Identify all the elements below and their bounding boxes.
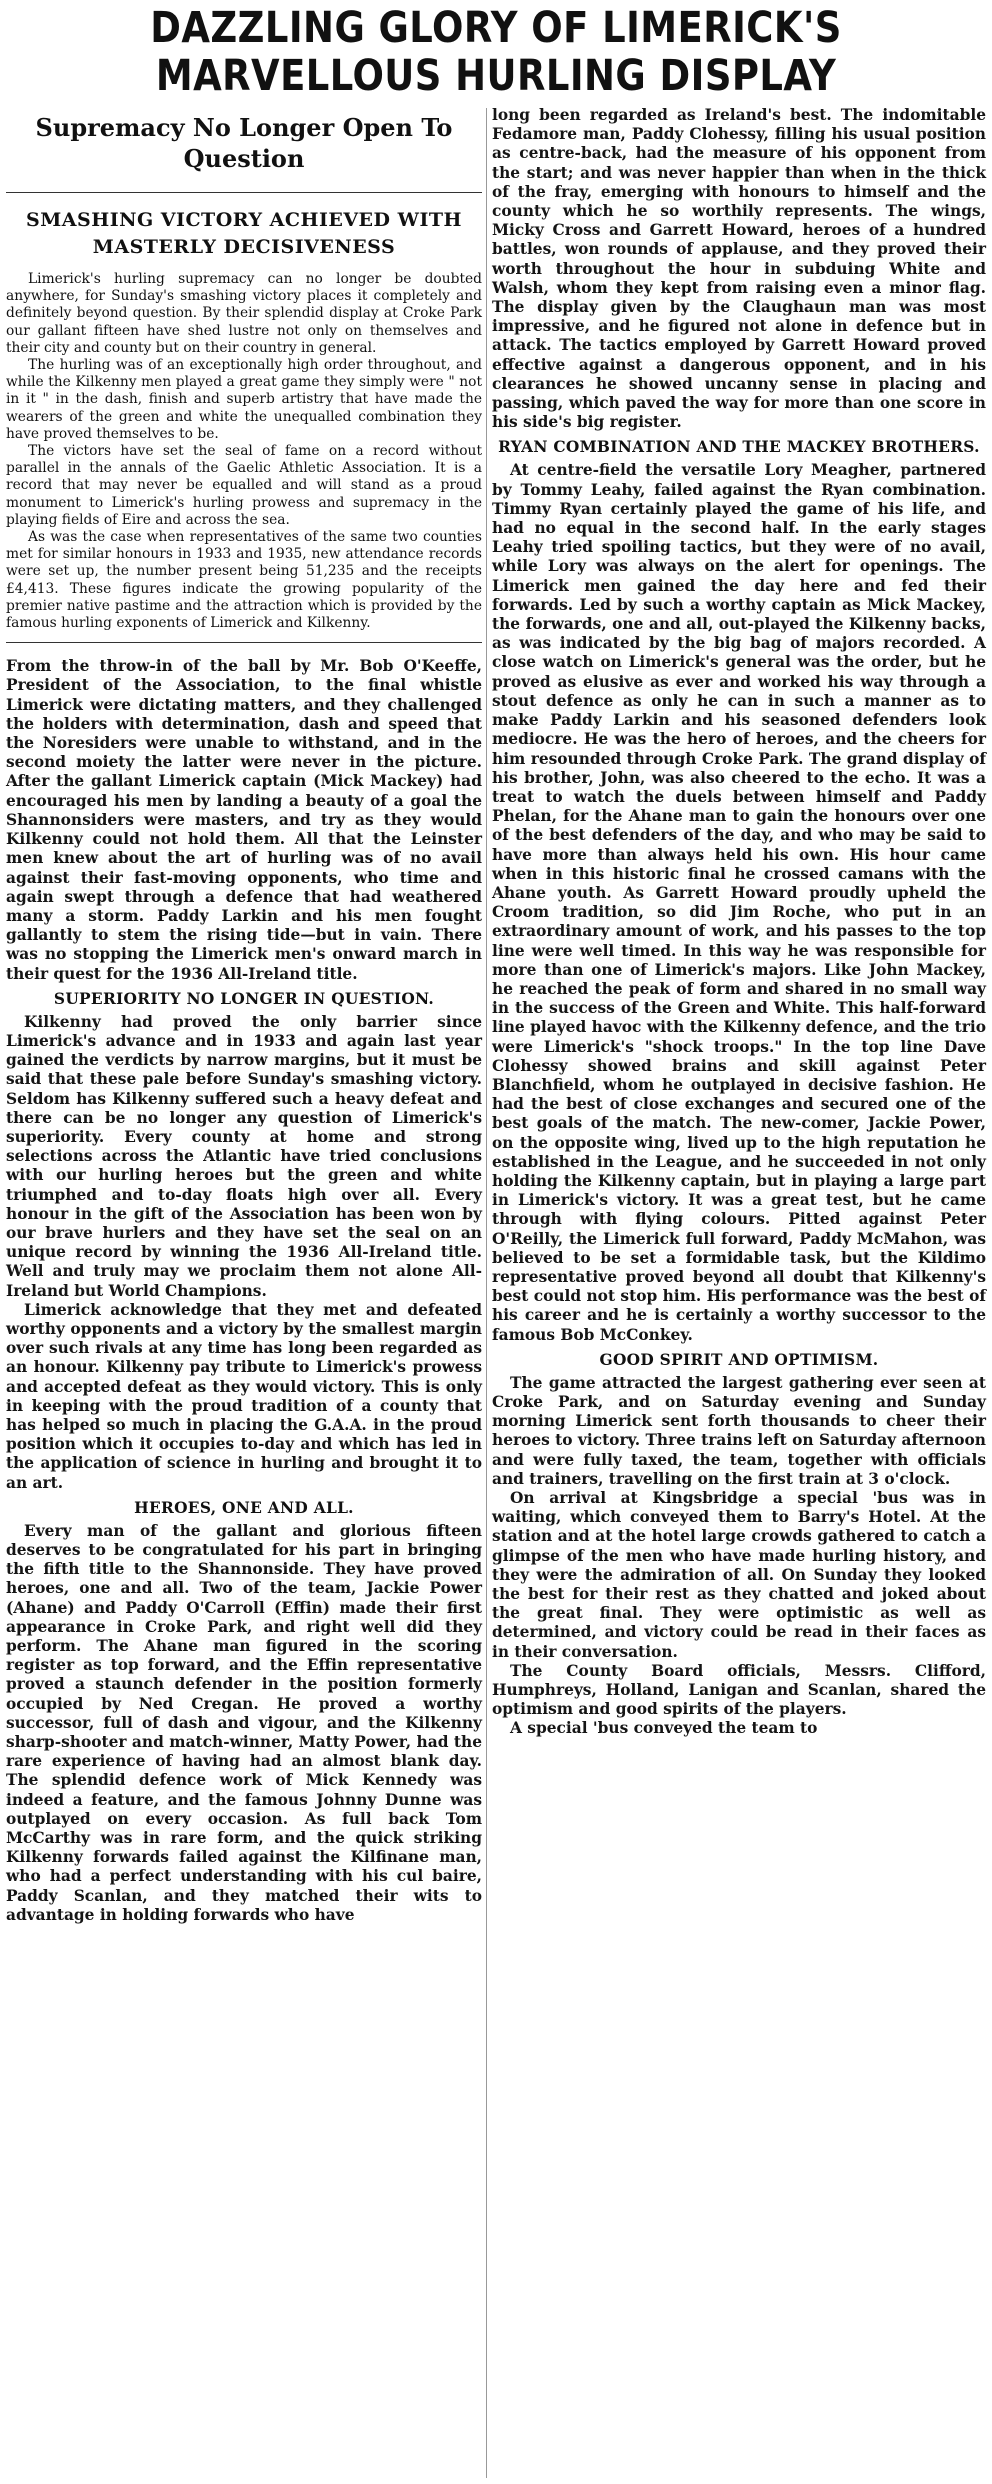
intro-paragraph: Limerick's hurling supremacy can no longer be doubted anywhere, for Sunday's smashing victory places it completely and definitely beyond question. By their splendid display at Croke Park our gallant fifteen have shed lustre not only on themselves and their city and county but on their country in general.	[6, 271, 482, 356]
column-divider	[486, 108, 487, 2478]
right-column	[492, 106, 986, 1739]
intro-summary	[6, 271, 482, 643]
article-paragraph: Kilkenny had proved the only barrier since Limerick's advance and in 1933 and again last year gained the verdicts by narrow margins, but it must be said that these pale before Sunday's smashing victory. Seldom has Kilkenny suffered such a heavy defeat and there can be no longer any question of Limerick's superiority. Every county at home and strong selections across the Atlantic have tried conclusions with our hurling heroes but the green and white triumphed and to-day floats high over all. Every honour in the gift of the Association has been won by our brave hurlers and they have set the seal on an unique record by winning the 1936 All-Ireland title. Well and truly may we proclaim them not alone All-Ireland but World Champions.	[6, 1012, 482, 1300]
section-heading-good-spirit: GOOD SPIRIT AND OPTIMISM.	[599, 1350, 879, 1369]
article-paragraph: The County Board officials, Messrs. Clifford, Humphreys, Holland, Lanigan and Scanlan, shared the optimism and good spirits of the players.	[492, 1661, 986, 1719]
intro-paragraph: The hurling was of an exceptionally high order throughout, and while the Kilkenny men played a great game they simply were " not in it " in the dash, finish and superb artistry that have made the wearers of the green and white the unequalled combination they have proved themselves to be.	[6, 357, 482, 442]
article-paragraph: The game attracted the largest gathering ever seen at Croke Park, and on Saturday evening and Sunday morning Limerick sent forth thousands to cheer their heroes to victory. Three trains left on Saturday afternoon and were fully taxed, the team, together with officials and trainers, travelling on the first train at 3 o'clock.	[492, 1373, 986, 1488]
secondary-subheadline: SMASHING VICTORY ACHIEVED WITH MASTERLY DECISIVENESS	[26, 209, 462, 258]
article-paragraph: On arrival at Kingsbridge a special 'bus was in waiting, which conveyed them to Barry's Hotel. At the station and at the hotel large crowds gathered to catch a glimpse of the men who have made hurling history, and they were the admiration of all. On Sunday they looked the best for their rest as they chatted and joked about the great final. They were optimistic as well as determined, and victory could be read in their faces as in their conversation.	[492, 1489, 986, 1661]
headline-line-1: DAZZLING GLORY OF LIMERICK'S	[150, 3, 842, 53]
article-paragraph: A special 'bus conveyed the team to	[510, 1719, 818, 1738]
article-paragraph: long been regarded as Ireland's best. The indomitable Fedamore man, Paddy Clohessy, filling his usual position as centre-back, had the measure of his opponent from the start; and was never happier than when in the thick of the fray, emerging with honours to himself and the county which he so worthily represents. The wings, Micky Cross and Garrett Howard, heroes of a hundred battles, won rounds of applause, and they proved their worth throughout the hour in subduing White and Walsh, whom they kept from raising even a minor flag. The display given by the Claughaun man was most impressive, and he figured not alone in defence but in attack. The tactics employed by Garrett Howard proved effective against a dangerous opponent, and in his clearances he showed uncanny sense in placing and passing, which paved the way for more than one score in his side's big register.	[492, 106, 986, 432]
subheadline: Supremacy No Longer Open To Question	[6, 112, 482, 193]
intro-paragraph: As was the case when representatives of the same two counties met for similar honours in 1933 and 1935, new attendance records were set up, the number present being 51,235 and the receipts £4,413. These figures indicate the growing popularity of the premier native pastime and the attraction which is provided by the famous hurling exponents of Limerick and Kilkenny.	[6, 529, 482, 632]
left-column	[6, 112, 482, 1925]
intro-paragraph: The victors have set the seal of fame on a record without parallel in the annals of the Gaelic Athletic Association. It is a record that may never be equalled and will stand as a proud monument to Limerick's hurling prowess and supremacy in the playing fields of Eire and across the sea.	[6, 443, 482, 528]
section-heading-superiority: SUPERIORITY NO LONGER IN QUESTION.	[53, 989, 435, 1008]
article-paragraph: Limerick acknowledge that they met and defeated worthy opponents and a victory by the smallest margin over such rivals at any time has long been regarded as an honour. Kilkenny pay tribute to Limerick's prowess and accepted defeat as they would victory. This is only in keeping with the proud tradition of a county that has helped so much in placing the G.A.A. in the proud position which it occupies to-day and which has led in the application of science in hurling and brought it to an art.	[6, 1300, 482, 1492]
section-heading-heroes: HEROES, ONE AND ALL.	[134, 1498, 354, 1517]
article-paragraph: From the throw-in of the ball by Mr. Bob O'Keeffe, President of the Association, to the final whistle Limerick were dictating matters, and they challenged the holders with determination, dash and speed that the Noresiders were unable to withstand, and in the second moiety the latter were never in the picture. After the gallant Limerick captain (Mick Mackey) had encouraged his men by landing a beauty of a goal the Shannonsiders were masters, and try as they would Kilkenny could not hold them. All that the Leinster men knew about the art of hurling was of no avail against their fast-moving opponents, who time and again swept through a defence that had weathered many a storm. Paddy Larkin and his men fought gallantly to stem the rising tide—but in vain. There was no stopping the Limerick men's onward march in their quest for the 1936 All-Ireland title.	[6, 657, 482, 983]
headline-line-2: MARVELLOUS HURLING DISPLAY	[155, 51, 837, 101]
article-paragraph: At centre-field the versatile Lory Meagher, partnered by Tommy Leahy, failed against the Ryan combination. Timmy Ryan certainly played the game of his life, and had no equal in the second half. In the early stages Leahy tried spoiling tactics, but they were of no avail, while Lory was always on the alert for openings. The Limerick men gained the day here and fed their forwards. Led by such a worthy captain as Mick Mackey, the forwards, one and all, out-played the Kilkenny backs, as was indicated by the big bag of majors recorded. A close watch on Limerick's general was the order, but he proved as elusive as ever and worked his way through a stout defence as only he can in such a manner as to make Paddy Larkin and his seasoned defenders look mediocre. He was the hero of heroes, and the cheers for him resounded through Croke Park. The grand display of his brother, John, was also cheered to the echo. It was a treat to watch the duels between himself and Paddy Phelan, for the Ahane man to gain the honours over one of the best defenders of the day, and who may be said to have more than always held his own. His hour came when in this historic final he crossed camans with the Ahane youth. As Garrett Howard proudly upheld the Croom tradition, so did Jim Roche, who put in an extraordinary amount of work, and his passes to the top line were well timed. In this way he was responsible for more than one of Limerick's majors. Like John Mackey, he reached the peak of form and shared in no small way in the success of the Green and White. This half-forward line played havoc with the Kilkenny defence, and the trio were Limerick's "shock troops." In the top line Dave Clohessy showed brains and skill against Peter Blanchfield, whom he outplayed in decisive fashion. He had the best of close exchanges and secured one of the best goals of the match. The new-comer, Jackie Power, on the opposite wing, lived up to the high reputation he established in the League, and he succeeded in not only holding the Kilkenny captain, but in playing a large part in Limerick's victory. It was a great test, but he came through with flying colours. Pitted against Peter O'Reilly, the Limerick full forward, Paddy McMahon, was believed to be set a formidable task, but the Kildimo representative proved beyond all doubt that Kilkenny's best could not stop him. His performance was the best of his career and he is certainly a worthy successor to the famous Bob McConkey.	[492, 461, 986, 1344]
section-heading-ryan-combination: RYAN COMBINATION AND THE MACKEY BROTHERS.	[498, 438, 980, 457]
left-article-body	[6, 657, 482, 1925]
article-paragraph: Every man of the gallant and glorious fifteen deserves to be congratulated for his part in bringing the fifth title to the Shannonside. They have proved heroes, one and all. Two of the team, Jackie Power (Ahane) and Paddy O'Carroll (Effin) made their first appearance in Croke Park, and right well did they perform. The Ahane man figured in the scoring register as top forward, and the Effin representative proved a staunch defender in the position formerly occupied by Ned Cregan. He proved a worthy successor, full of dash and vigour, and the Kilkenny sharp-shooter and match-winner, Matty Power, had the rare experience of having had an almost blank day. The splendid defence work of Mick Kennedy was indeed a feature, and the famous Johnny Dunne was outplayed on every occasion. As full back Tom McCarthy was in rare form, and the quick striking Kilkenny forwards failed against the Kilfinane man, who had a perfect understanding with his cul baire, Paddy Scanlan, and they matched their wits to advantage in holding forwards who have	[6, 1521, 482, 1924]
